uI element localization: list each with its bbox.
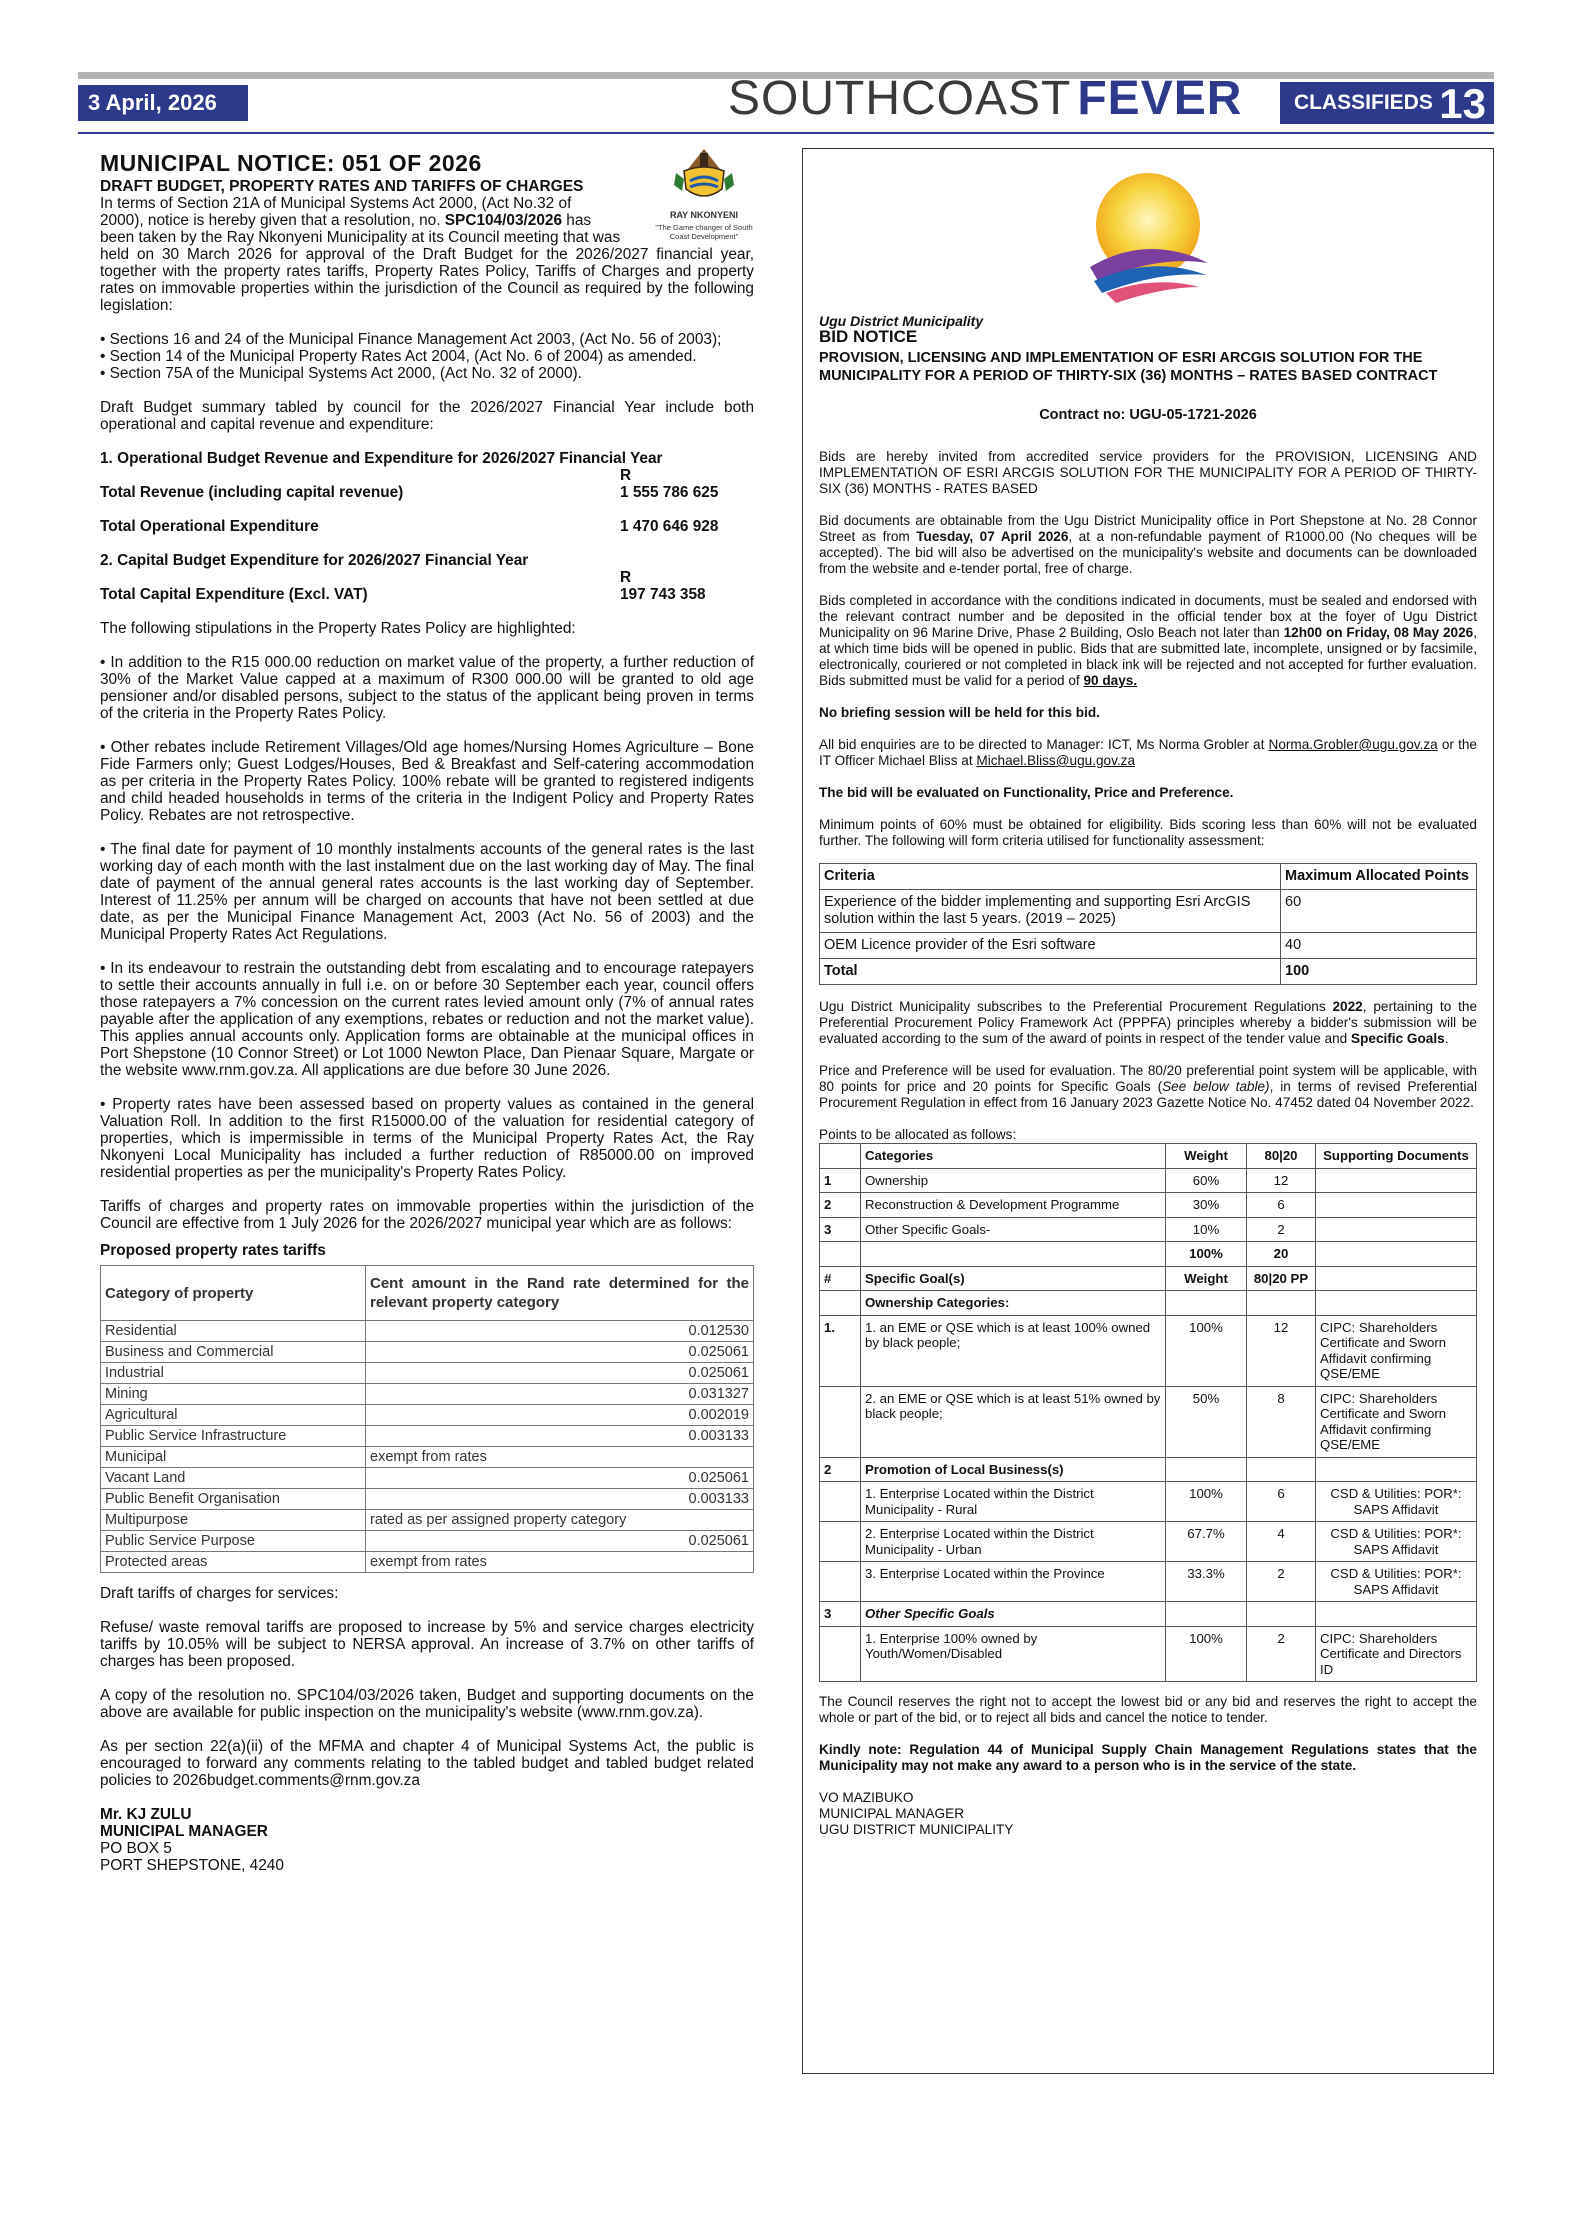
other-goals-row: 3 Other Specific Goals	[820, 1602, 1477, 1627]
rates-value: 0.025061	[366, 1468, 754, 1489]
rates-value: 0.003133	[366, 1426, 754, 1447]
rates-row	[101, 1426, 754, 1447]
stipulation: • Property rates have been assessed based on property values as contained in the general Valuation Roll. In addition to the first R15000.00 of the valuation for residential category of properties, which is impermissible in terms of the Municipal Property Rates Act, the Ray Nkonyeni Local Municipality has included a further reduction of R85000.00 on improved residential properties as per the municipality's Property Rates Policy.	[100, 1096, 754, 1181]
rates-row	[101, 1552, 754, 1573]
sun-wave-logo-icon	[1068, 163, 1228, 313]
local-business-row: 2 Promotion of Local Business(s)	[820, 1457, 1477, 1482]
masthead	[728, 72, 1242, 126]
intro-line-3: been taken by the Ray Nkonyeni Municipality at its Council meeting that was	[100, 229, 621, 246]
bid-title: BID NOTICE	[819, 327, 918, 346]
ray-nkonyeni-logo	[654, 145, 754, 253]
points-row: 3 Other Specific Goals- 10% 2	[820, 1217, 1477, 1242]
points-table	[819, 1143, 1477, 1682]
rates-category: Municipal	[101, 1447, 366, 1468]
pppfa-text: Ugu District Municipality subscribes to the Preferential Procurement Regulations 2022, pertaining to the Preferential Procurement Policy Framework Act (PPPFA) principles whereby a bidder's submission will be evaluated according to the sum of the award of points in respect of the tender value and Specific Goals.	[819, 999, 1478, 1046]
comments-text: As per section 22(a)(ii) of the MFMA and chapter 4 of Municipal Systems Act, the public is encouraged to forward any comments relating to the tabled budget and tabled budget related policies to 2026budget.comments@rnm.gov.za	[100, 1738, 754, 1789]
rates-value: 0.012530	[366, 1321, 754, 1342]
tariffs-intro: Tariffs of charges and property rates on immovable properties within the jurisdiction of the Council are effective from 1 July 2026 for the 2026/2027 municipal year which are as follows:	[100, 1198, 754, 1232]
signatory-name: Mr. KJ ZULU	[100, 1806, 192, 1823]
ugu-signatory-org: UGU DISTRICT MUNICIPALITY	[819, 1822, 1014, 1837]
stipulation: • In its endeavour to restrain the outstanding debt from escalating and to encourage ratepayers to settle their accounts annually in full i.e. on or before 30 September each year, council offers those ratepayers a 7% concession on the current rates levied amount only (7% of annual rates payable after the application of any exemptions, rebates or reduction and not the market value). This applies annual accounts only. Application forms are obtainable at the municipal offices in Port Shepstone (10 Connor Street) or Lot 1000 Newton Place, Dan Pienaar Square, Margate or the website www.rnm.gov.za. All applications are due before 30 June 2026.	[100, 960, 754, 1079]
goal-row: 1. Enterprise 100% owned by Youth/Women/Disabled 100% 2 CIPC: Shareholders Certificate and Directors ID	[820, 1626, 1477, 1682]
legislation-item: • Section 14 of the Municipal Property Rates Act 2004, (Act No. 6 of 2004) as amended.	[100, 348, 697, 365]
intro-block	[100, 195, 754, 314]
tariffs-heading: Proposed property rates tariffs	[100, 1242, 326, 1259]
municipal-notice	[100, 148, 754, 1874]
email-link-bliss[interactable]: Michael.Bliss@ugu.gov.za	[976, 753, 1136, 768]
points-row: 1 Ownership 60% 12	[820, 1168, 1477, 1193]
rates-value: 0.003133	[366, 1489, 754, 1510]
bid-heading: PROVISION, LICENSING AND IMPLEMENTATION OF ESRI ARCGIS SOLUTION FOR THE MUNICIPALITY FOR A PERIOD OF THIRTY-SIX (36) MONTHS – RATES BASED CONTRACT	[819, 350, 1438, 384]
rates-table-header	[101, 1266, 754, 1321]
goals-header: # Specific Goal(s) Weight 80|20 PP	[820, 1266, 1477, 1291]
signatory-title: MUNICIPAL MANAGER	[100, 1823, 268, 1840]
rates-category: Vacant Land	[101, 1468, 366, 1489]
enquiries: All bid enquiries are to be directed to Manager: ICT, Ms Norma Grobler at Norma.Grobler@ugu.gov.za or the IT Officer Michael Bliss at Michael.Bliss@ugu.gov.za	[819, 737, 1477, 768]
ugu-logo	[1068, 163, 1228, 313]
po-box: PO BOX 5	[100, 1840, 172, 1857]
intro-line-2: 2000), notice is hereby given that a resolution, no. SPC104/03/2026 has	[100, 212, 592, 229]
bid-invitation: Bids are hereby invited from accredited service providers for the PROVISION, LICENSING AND IMPLEMENTATION OF ESRI ARCGIS SOLUTION FOR THE MUNICIPALITY FOR A PERIOD OF THIRTY-SIX (36) MONTHS - RATES BASED	[819, 449, 1477, 496]
evaluation-basis: The bid will be evaluated on Functionality, Price and Preference.	[819, 785, 1234, 800]
rates-row	[101, 1384, 754, 1405]
criteria-header	[820, 864, 1477, 890]
rates-value: rated as per assigned property category	[366, 1510, 754, 1531]
criteria-table	[819, 863, 1477, 985]
stipulation: • In addition to the R15 000.00 reduction on market value of the property, a further reduction of 30% of the Market Value capped at a maximum of R300 000.00 will be granted to old age pensioner and/or disabled persons, subject to the status of the applicant being proven in terms of the criteria in the Property Rates Policy.	[100, 654, 754, 722]
points-row: 2 Reconstruction & Development Programme 30% 6	[820, 1193, 1477, 1218]
notice-title: MUNICIPAL NOTICE: 051 OF 2026	[100, 150, 482, 176]
total-capex-row: Total Capital Expenditure (Excl. VAT) 197 743 358	[100, 586, 706, 603]
header-rule	[78, 132, 1494, 134]
bid-notice	[802, 148, 1494, 2074]
criteria-row: Experience of the bidder implementing and supporting Esri ArcGIS solution within the last 5 years. (2019 – 2025) 60	[820, 890, 1477, 933]
rates-col-rate: Cent amount in the Rand rate determined for the relevant property category	[366, 1266, 754, 1321]
total-opex-row: Total Operational Expenditure 1 470 646 928	[100, 518, 719, 535]
page-number: 13	[1439, 80, 1486, 127]
rates-row	[101, 1405, 754, 1426]
ownership-categories-row: Ownership Categories:	[820, 1291, 1477, 1316]
notice-subtitle: DRAFT BUDGET, PROPERTY RATES AND TARIFFS OF CHARGES	[100, 178, 584, 195]
goal-row: 3. Enterprise Located within the Province 33.3% 2 CSD & Utilities: POR*: SAPS Affidavit	[820, 1562, 1477, 1602]
goal-row: 1. 1. an EME or QSE which is at least 100% owned by black people; 100% 12 CIPC: Shareholders Certificate and Sworn Affidavit confirming QSE/EME	[820, 1315, 1477, 1386]
rates-category: Public Service Purpose	[101, 1531, 366, 1552]
copy-text: A copy of the resolution no. SPC104/03/2026 taken, Budget and supporting documents on the above are available for public inspection on the municipality's website (www.rnm.gov.za).	[100, 1687, 754, 1721]
bid-submission: Bids completed in accordance with the conditions indicated in documents, must be sealed and endorsed with the relevant contract number and be deposited in the official tender box at the foyer of Ugu District Municipality on 96 Marine Drive, Phase 2 Building, Oslo Beach not later than 12h00 on Friday, 08 May 2026, at which time bids will be opened in public. Bids that are submitted late, incomplete, unsigned or by facsimile, electronically, couriered or not completed in black ink will be rejected and not accepted for further evaluation. Bids submitted must be valid for a period of 90 days.	[819, 593, 1478, 688]
total-revenue: 1 555 786 625	[620, 484, 719, 501]
council-reserves: The Council reserves the right not to accept the lowest bid or any bid and reserves the right to accept the whole or part of the bid, or to reject all bids and cancel the notice to tender.	[819, 1694, 1477, 1725]
rates-category: Mining	[101, 1384, 366, 1405]
intro-rest: held on 30 March 2026 for approval of the Draft Budget for the 2026/2027 financial year, together with the property rates tariffs, Property Rates Policy, Tariffs of Charges and property rates on immovable properties within the jurisdiction of the Council as required by the following legislation:	[100, 246, 754, 314]
briefing-note: No briefing session will be held for this bid.	[819, 705, 1100, 720]
rates-category: Residential	[101, 1321, 366, 1342]
masthead-light: SOUTHCOAST	[728, 72, 1072, 125]
rates-category: Public Benefit Organisation	[101, 1489, 366, 1510]
ugu-signatory-name: VO MAZIBUKO	[819, 1790, 914, 1805]
services-heading: Draft tariffs of charges for services:	[100, 1585, 339, 1602]
legislation-item: • Section 75A of the Municipal Systems Act 2000, (Act No. 32 of 2000).	[100, 365, 582, 382]
legislation-item: • Sections 16 and 24 of the Municipal Finance Management Act 2003, (Act No. 56 of 2003);	[100, 331, 722, 348]
rates-category: Agricultural	[101, 1405, 366, 1426]
currency-row: R	[620, 467, 632, 484]
section-label: CLASSIFIEDS	[1294, 91, 1433, 114]
total-opex: 1 470 646 928	[620, 518, 719, 535]
stipulation: • Other rebates include Retirement Villages/Old age homes/Nursing Homes Agriculture – Bone Fide Farmers only; Guest Lodges/Houses, Bed & Breakfast and Self-catering accommodation as per criteria in the Property Rates Policy. 100% rebate will be granted to registered indigents and child headed households in terms of the criteria in the Indigent Policy and Property Rates Policy. Rebates are not retrospective.	[100, 739, 754, 824]
rates-value: 0.025061	[366, 1363, 754, 1384]
logo-tagline: "The Game changer of South Coast Development"	[655, 223, 753, 241]
city: PORT SHEPSTONE, 4240	[100, 1857, 284, 1874]
points-header: Categories Weight 80|20 Supporting Documents	[820, 1144, 1477, 1169]
stipulation: • The final date for payment of 10 monthly instalments accounts of the general rates is the last working day of each month with the last instalment due on the last working day of May. The final date of payment of the annual general rates accounts is the last working day of September. Interest of 11.25% per annum will be charged on accounts that have not been settled at due date, as per the Municipal Finance Management Act, 2003 (Act No. 56 of 2003) and the Municipal Property Rates Act Regulations.	[100, 841, 754, 943]
rates-row	[101, 1342, 754, 1363]
rates-value: 0.031327	[366, 1384, 754, 1405]
criteria-row: OEM Licence provider of the Esri software 40	[820, 933, 1477, 959]
rates-category: Public Service Infrastructure	[101, 1426, 366, 1447]
rates-value: 0.025061	[366, 1342, 754, 1363]
rates-value: 0.002019	[366, 1405, 754, 1426]
rates-category: Business and Commercial	[101, 1342, 366, 1363]
summary-intro: Draft Budget summary tabled by council for the 2026/2027 Financial Year include both operational and capital revenue and expenditure:	[100, 399, 754, 433]
rates-value: exempt from rates	[366, 1447, 754, 1468]
points-intro: Points to be allocated as follows:	[819, 1127, 1017, 1142]
services-text: Refuse/ waste removal tariffs are proposed to increase by 5% and service charges electricity tariffs by 10.05% will be subject to NERSA approval. An increase of 3.7% on other tariffs of charges has been proposed.	[100, 1619, 754, 1670]
resolution-number: SPC104/03/2026	[444, 212, 563, 229]
currency-row: R	[620, 569, 632, 586]
logo-name: RAY NKONYENI	[669, 210, 739, 220]
goal-row: 2. Enterprise Located within the District Municipality - Urban 67.7% 4 CSD & Utilities: POR*: SAPS Affidavit	[820, 1522, 1477, 1562]
rates-row	[101, 1447, 754, 1468]
rates-row	[101, 1531, 754, 1552]
criteria-col-criteria: Criteria	[820, 864, 1281, 890]
total-capex: 197 743 358	[620, 586, 706, 603]
criteria-col-points: Maximum Allocated Points	[1281, 864, 1477, 890]
contract-number: Contract no: UGU-05-1721-2026	[1039, 407, 1257, 423]
stipulations-intro: The following stipulations in the Property Rates Policy are highlighted:	[100, 620, 576, 637]
points-sum-row: 100% 20	[820, 1242, 1477, 1267]
kindly-note: Kindly note: Regulation 44 of Municipal Supply Chain Management Regulations states that the Municipality may not make any award to a person who is in the service of the state.	[819, 1742, 1477, 1773]
rates-table	[100, 1265, 754, 1573]
masthead-bold: FEVER	[1077, 72, 1243, 125]
ugu-municipality-name: Ugu District Municipality	[819, 313, 984, 329]
rates-row	[101, 1468, 754, 1489]
bid-documents: Bid documents are obtainable from the Ugu District Municipality office in Port Shepstone at No. 28 Connor Street as from Tuesday, 07 April 2026, at a non-refundable payment of R1000.00 (No cheques will be accepted). The bid will also be advertised on the municipality's website and documents can be downloaded from the website and e-tender portal, free of charge.	[819, 513, 1477, 576]
rates-row	[101, 1489, 754, 1510]
goal-row: 1. Enterprise Located within the District Municipality - Rural 100% 6 CSD & Utilities: POR*: SAPS Affidavit	[820, 1482, 1477, 1522]
goal-row: 2. an EME or QSE which is at least 51% owned by black people; 50% 8 CIPC: Shareholders Certificate and Sworn Affidavit confirming QSE/EME	[820, 1386, 1477, 1457]
rates-value: 0.025061	[366, 1531, 754, 1552]
rates-row	[101, 1321, 754, 1342]
ugu-signatory-title: MUNICIPAL MANAGER	[819, 1806, 965, 1821]
price-preference-text: Price and Preference will be used for evaluation. The 80/20 preferential point system will be applicable, with 80 points for price and 20 points for Specific Goals (See below table), in terms of revised Preferential Procurement Regulation in effect from 16 January 2023 Gazette Notice No. 47452 dated 04 November 2022.	[819, 1063, 1477, 1110]
operational-heading: 1. Operational Budget Revenue and Expenditure for 2026/2027 Financial Year	[100, 450, 663, 467]
rates-category: Multipurpose	[101, 1510, 366, 1531]
rates-category: Protected areas	[101, 1552, 366, 1573]
rates-row	[101, 1510, 754, 1531]
intro-line-1: In terms of Section 21A of Municipal Systems Act 2000, (Act No.32 of	[100, 195, 572, 212]
rates-value: exempt from rates	[366, 1552, 754, 1573]
criteria-total-row: Total 100	[820, 959, 1477, 985]
rates-category: Industrial	[101, 1363, 366, 1384]
capital-heading: 2. Capital Budget Expenditure for 2026/2027 Financial Year	[100, 552, 529, 569]
rates-row	[101, 1363, 754, 1384]
total-revenue-row: Total Revenue (including capital revenue) 1 555 786 625	[100, 484, 719, 501]
minimum-points: Minimum points of 60% must be obtained for eligibility. Bids scoring less than 60% will not be evaluated further. The following will form criteria utilised for functionality assessment:	[819, 817, 1477, 848]
crest-icon	[654, 145, 754, 207]
rates-col-category: Category of property	[101, 1266, 366, 1321]
email-link-grobler[interactable]: Norma.Grobler@ugu.gov.za	[1268, 737, 1438, 752]
section-badge	[1280, 80, 1494, 127]
issue-date: 3 April, 2026	[78, 85, 248, 121]
